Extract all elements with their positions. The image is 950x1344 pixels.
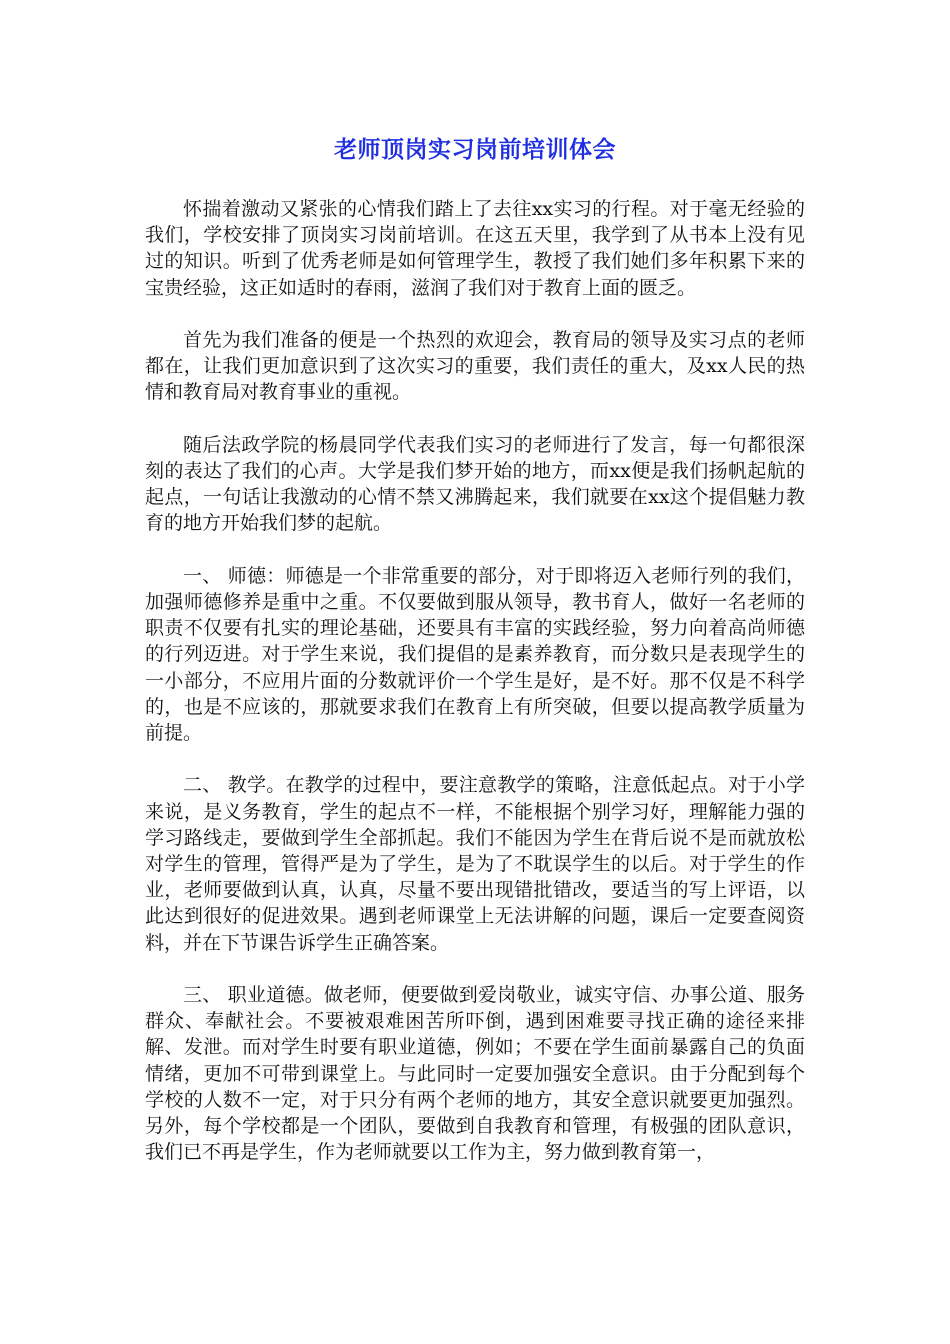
paragraph-professional-ethics: 三、 职业道德。做老师，便要做到爱岗敬业，诚实守信、办事公道、服务群众、奉献社会。不要被艰难困苦所吓倒，遇到困难要寻找正确的途径来排解、发泄。而对学生时要有职业道德，例如；不要在学生面前暴露自己的负面情绪，更加不可带到课堂上。与此同时一定要加强安全意识。由于分配到每个学校的人数不一定，对于只分有两个老师的地方，其安全意识就要更加强烈。另外，每个学校都是一个团队，要做到自我教育和管理，有极强的团队意识，我们已不再是学生，作为老师就要以工作为主，努力做到教育第一， — [145, 984, 805, 1164]
paragraph-ethics: 一、 师德：师德是一个非常重要的部分，对于即将迈入老师行列的我们，加强师德修养是重中之重。不仅要做到服从领导，教书育人，做好一名老师的职责不仅要有扎实的理论基础，还要具有丰富的实践经验，努力向着高尚师德的行列迈进。对于学生来说，我们提倡的是素养教育，而分数只是表现学生的一小部分，不应用片面的分数就评价一个学生是好，是不好。那不仅是不科学的，也是不应该的，那就要求我们在教育上有所突破，但要以提高教学质量为前提。 — [145, 564, 805, 745]
paragraph-speech: 随后法政学院的杨晨同学代表我们实习的老师进行了发言，每一句都很深刻的表达了我们的心声。大学是我们梦开始的地方，而xx便是我们扬帆起航的起点，一句话让我激动的心情不禁又沸腾起来，我们就要在xx这个提倡魅力教育的地方开始我们梦的起航。 — [145, 433, 805, 535]
paragraph-intro: 怀揣着激动又紧张的心情我们踏上了去往xx实习的行程。对于毫无经验的我们，学校安排了顶岗实习岗前培训。在这五天里，我学到了从书本上没有见过的知识。听到了优秀老师是如何管理学生，教授了我们她们多年积累下来的宝贵经验，这正如适时的春雨，滋润了我们对于教育上面的匮乏。 — [145, 198, 805, 299]
paragraph-teaching: 二、 教学。在教学的过程中，要注意教学的策略，注意低起点。对于小学来说，是义务教育，学生的起点不一样，不能根据个别学习好，理解能力强的学习路线走，要做到学生全部抓起。我们不能因为学生在背后说不是而就放松对学生的管理，管得严是为了学生，是为了不耽误学生的以后。对于学生的作业，老师要做到认真，认真，尽量不要出现错批错改，要适当的写上评语，以此达到很好的促进效果。遇到老师课堂上无法讲解的问题，课后一定要查阅资料，并在下节课告诉学生正确答案。 — [145, 774, 805, 954]
paragraph-welcome: 首先为我们准备的便是一个热烈的欢迎会，教育局的领导及实习点的老师都在，让我们更加意识到了这次实习的重要，我们责任的重大，及xx人民的热情和教育局对教育事业的重视。 — [145, 329, 805, 404]
document-title: 老师顶岗实习岗前培训体会 — [334, 137, 616, 163]
document-body — [145, 196, 805, 1192]
